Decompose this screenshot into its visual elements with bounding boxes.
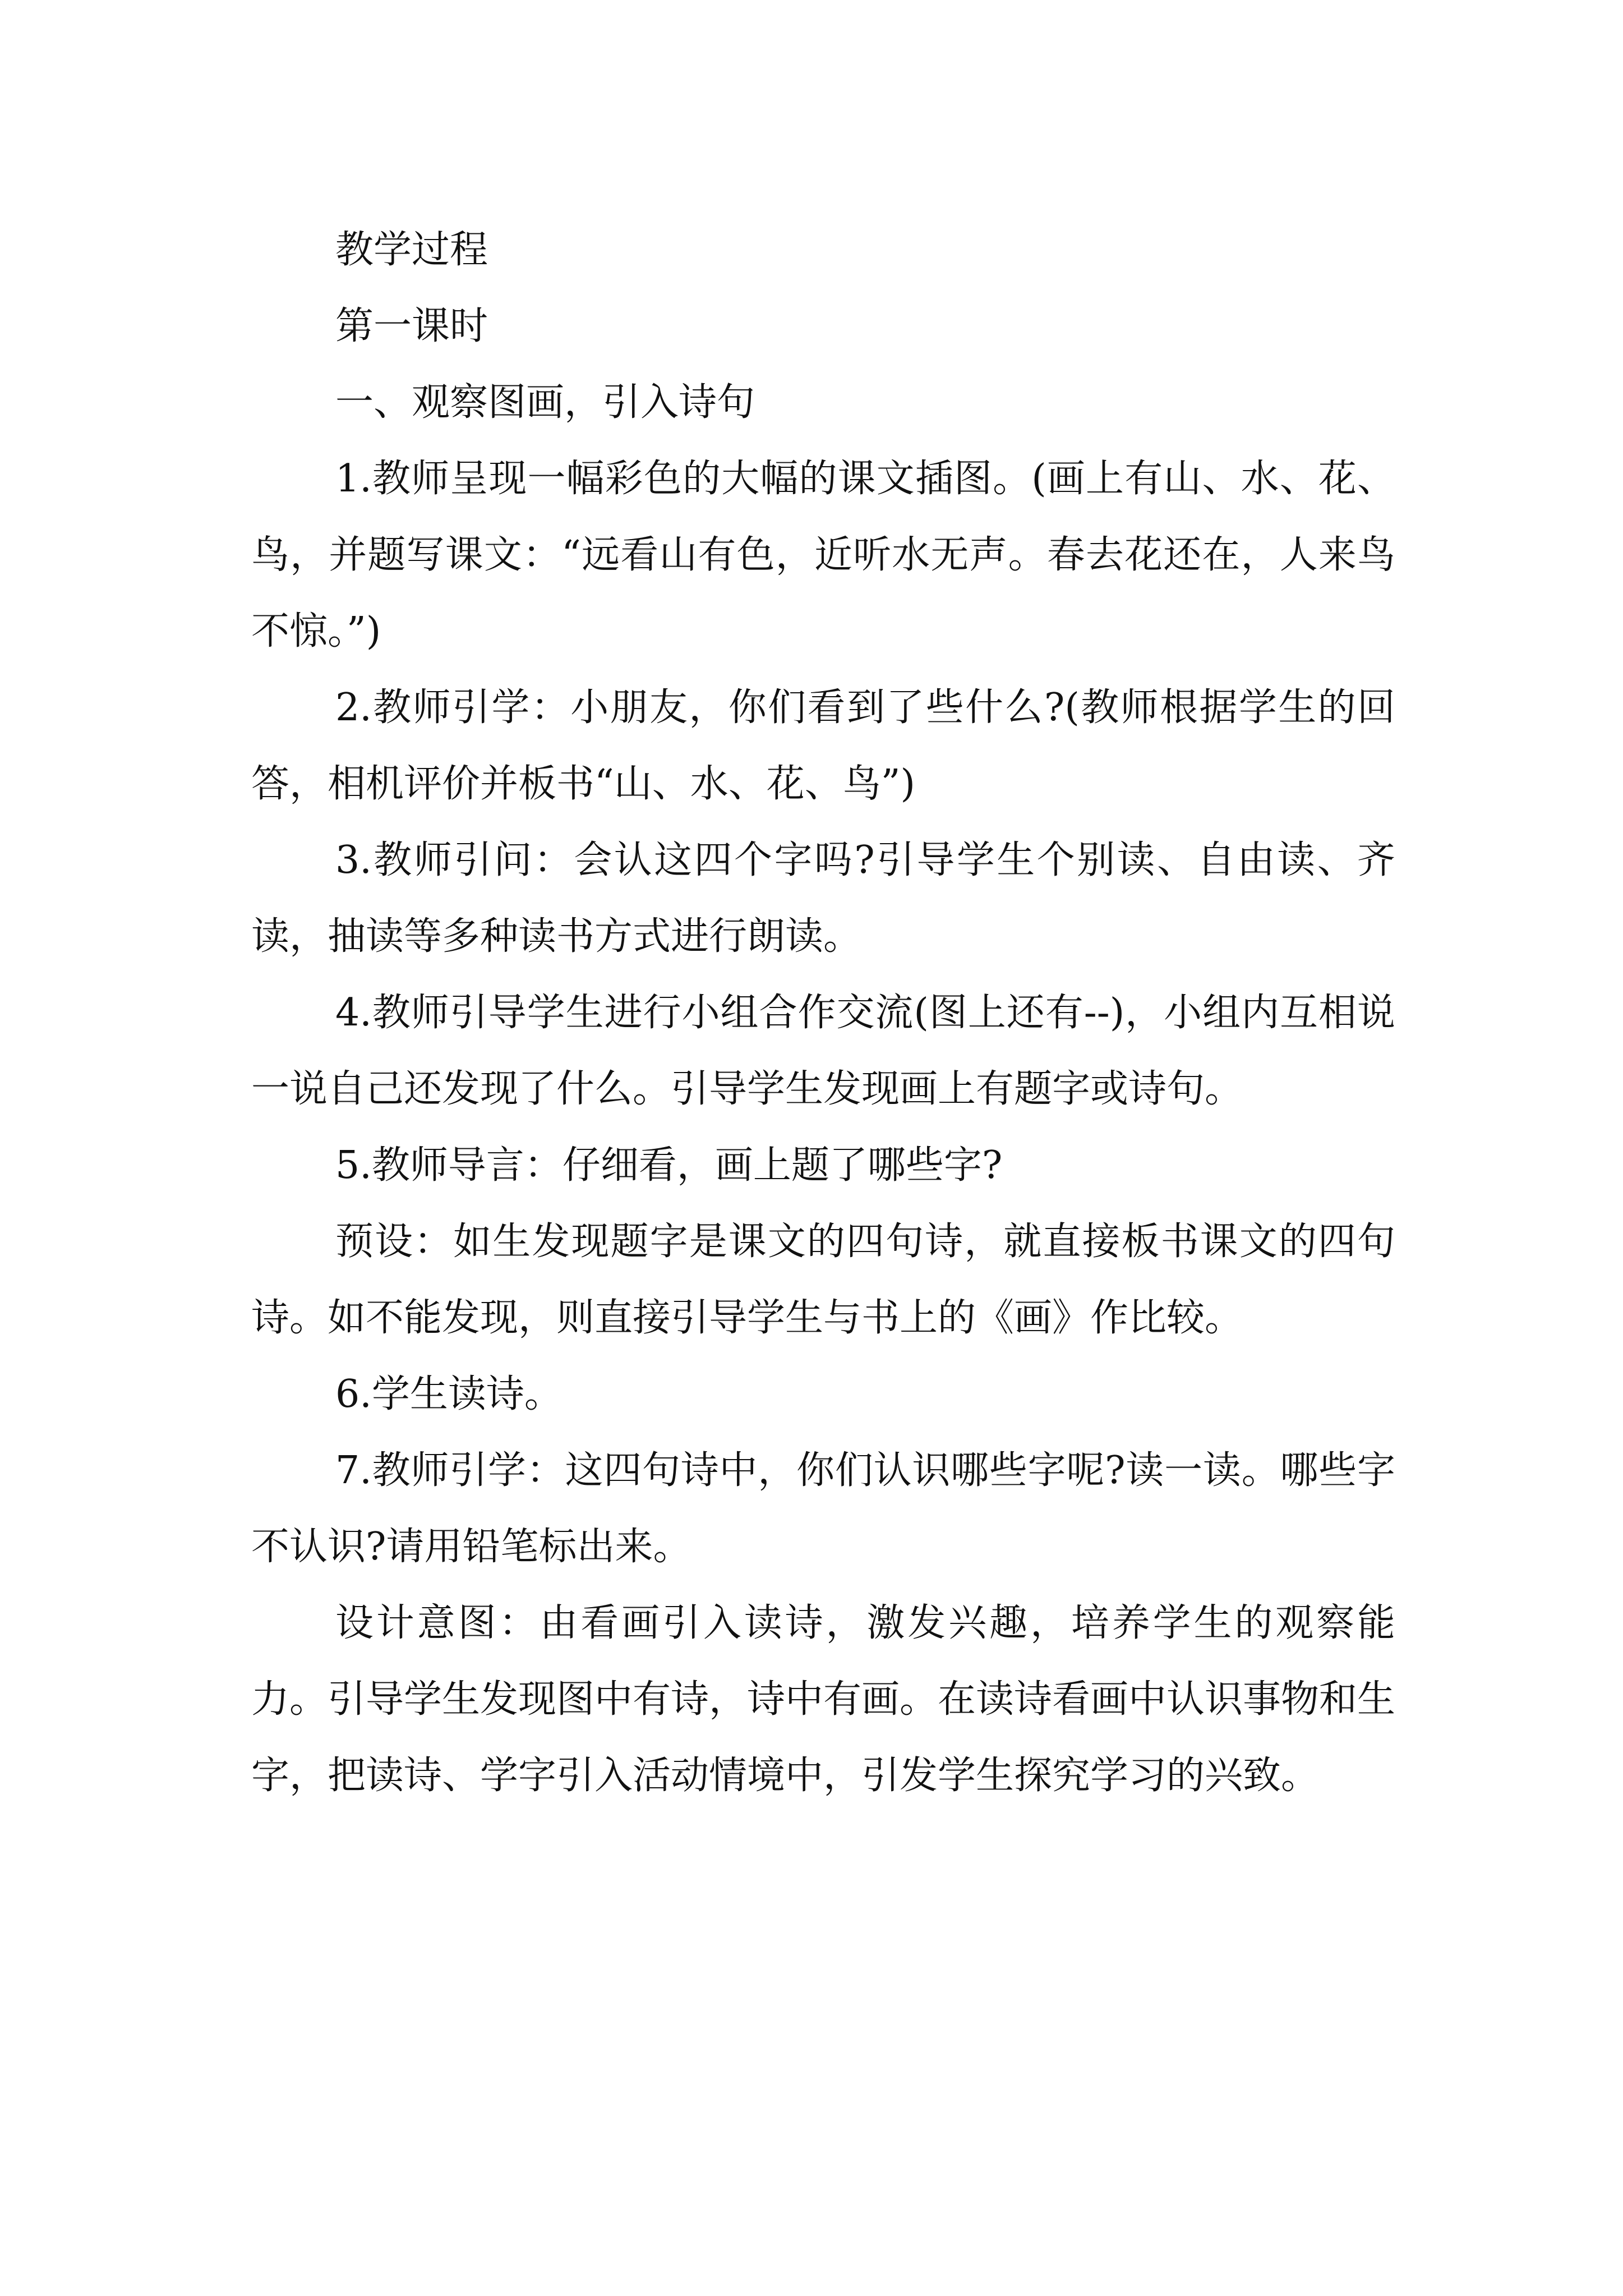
paragraph-step-6: 6.学生读诗。 — [335, 1372, 562, 1416]
paragraph-preset: 预设：如生发现题字是课文的四句诗，就直接板书课文的四句诗。如不能发现，则直接引导学生与书上的《画》作比较。 — [251, 1220, 1395, 1340]
paragraph-step-3: 3.教师引问：会认这四个字吗?引导学生个别读、自由读、齐读，抽读等多种读书方式进行朗读。 — [251, 838, 1395, 959]
paragraph-step-4: 4.教师引导学生进行小组合作交流(图上还有--)，小组内互相说一说自己还发现了什么。引导学生发现画上有题字或诗句。 — [251, 991, 1395, 1111]
section-heading: 教学过程 — [335, 228, 488, 272]
paragraph-design-intent: 设计意图：由看画引入读诗，激发兴趣，培养学生的观察能力。引导学生发现图中有诗，诗中有画。在读诗看画中认识事物和生字，把读诗、学字引入活动情境中，引发学生探究学习的兴致。 — [251, 1601, 1396, 1798]
paragraph-step-2: 2.教师引学：小朋友，你们看到了些什么?(教师根据学生的回答，相机评价并板书“山、水、花、鸟”) — [251, 685, 1395, 806]
paragraph-step-7: 7.教师引学：这四句诗中，你们认识哪些字呢?读一读。哪些字不认识?请用铅笔标出来。 — [251, 1448, 1395, 1569]
paragraph-step-5: 5.教师导言：仔细看，画上题了哪些字? — [335, 1143, 1003, 1188]
paragraph-step-1: 1.教师呈现一幅彩色的大幅的课文插图。(画上有山、水、花、鸟，并题写课文：“远看山有色，近听水无声。春去花还在，人来鸟不惊。”) — [251, 457, 1395, 654]
document-body — [251, 212, 1395, 1814]
step-heading: 一、观察图画，引入诗句 — [335, 380, 755, 425]
lesson-period-heading: 第一课时 — [335, 304, 488, 348]
